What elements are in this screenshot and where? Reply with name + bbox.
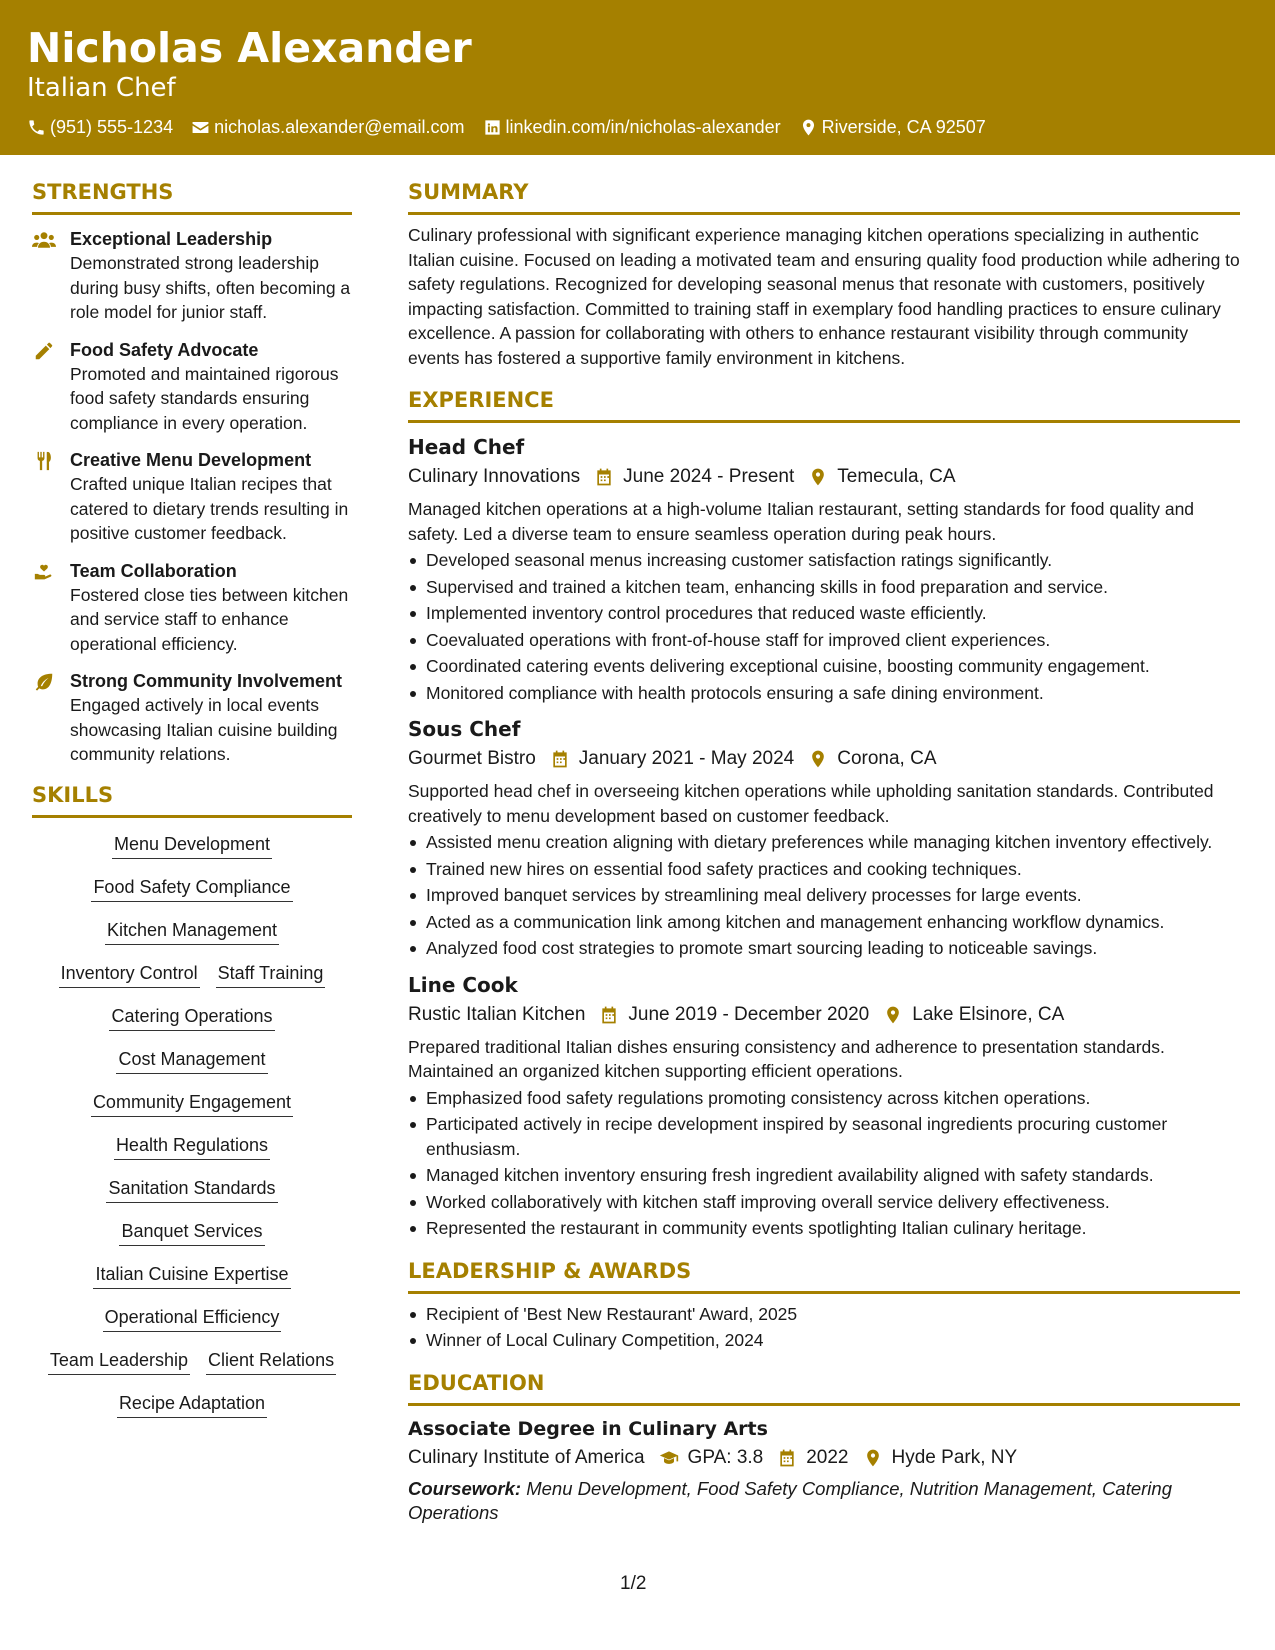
job-entry <box>408 433 1240 705</box>
contact-linkedin[interactable] <box>483 115 781 139</box>
skill-tag: Community Engagement <box>91 1090 293 1117</box>
experience-heading: EXPERIENCE <box>408 386 1240 423</box>
list-item: Managed kitchen inventory ensuring fresh ingredient availability aligned with safety standards. <box>408 1163 1240 1188</box>
list-item: Developed seasonal menus increasing customer satisfaction ratings significantly. <box>408 548 1240 573</box>
strength-item <box>32 559 352 657</box>
job-company: Culinary Innovations <box>408 466 581 487</box>
skill-tag: Banquet Services <box>119 1219 264 1246</box>
list-item: Assisted menu creation aligning with dietary preferences while managing kitchen inventory effectively. <box>408 830 1240 855</box>
contact-phone[interactable] <box>27 115 173 139</box>
summary-heading: SUMMARY <box>408 178 1240 215</box>
skill-tag: Catering Operations <box>109 1004 274 1031</box>
strength-item <box>32 669 352 767</box>
coursework-list: Menu Development, Food Safety Compliance, Nutrition Management, Catering Operations <box>408 1477 1172 1523</box>
job-description: Supported head chef in overseeing kitchen operations while upholding sanitation standards. Contributed creatively to menu development based on customer feedback. <box>408 781 1214 826</box>
strengths-heading: STRENGTHS <box>32 178 352 215</box>
strength-desc: Crafted unique Italian recipes that catered to dietary trends resulting in positive customer feedback. <box>70 474 349 543</box>
skill-tag: Food Safety Compliance <box>91 875 292 902</box>
awards-list <box>408 1302 1240 1353</box>
job-entry <box>408 715 1240 961</box>
skill-tag: Recipe Adaptation <box>117 1391 267 1418</box>
map-pin-icon <box>863 1448 883 1468</box>
list-item: Coordinated catering events delivering exceptional cuisine, boosting community engagement. <box>408 654 1240 679</box>
job-company: Gourmet Bistro <box>408 748 536 769</box>
skills-heading: SKILLS <box>32 781 352 818</box>
job-location: Corona, CA <box>837 748 937 769</box>
skill-tag: Kitchen Management <box>105 918 279 945</box>
strength-title: Team Collaboration <box>70 560 237 581</box>
education-heading: EDUCATION <box>408 1369 1240 1406</box>
skill-tag: Menu Development <box>112 832 272 859</box>
list-item: Participated actively in recipe development inspired by seasonal ingredients procuring customer enthusiasm. <box>408 1112 1240 1161</box>
list-item: Coevaluated operations with front-of-house staff for improved client experiences. <box>408 628 1240 653</box>
job-dates: January 2021 - May 2024 <box>578 748 795 769</box>
skill-tag: Team Leadership <box>48 1348 190 1375</box>
job-title: Head Chef <box>408 435 525 459</box>
strength-item <box>32 448 352 546</box>
pencil-icon <box>32 340 56 362</box>
map-pin-icon <box>883 1005 903 1025</box>
envelope-icon <box>191 118 210 137</box>
coursework <box>408 1477 1240 1525</box>
job-title: Sous Chef <box>408 717 521 741</box>
list-item: Winner of Local Culinary Competition, 2024 <box>408 1328 1240 1353</box>
contact-info <box>27 115 1248 139</box>
contact-location <box>799 115 986 139</box>
linkedin-text: linkedin.com/in/nicholas-alexander <box>505 117 781 137</box>
job-meta <box>408 744 1240 774</box>
job-location: Lake Elsinore, CA <box>912 1003 1065 1025</box>
phone-text: (951) 555-1234 <box>50 117 174 137</box>
strength-item <box>32 227 352 325</box>
job-company: Rustic Italian Kitchen <box>408 1003 586 1025</box>
education-meta <box>408 1443 1240 1473</box>
strength-title: Exceptional Leadership <box>70 229 273 249</box>
candidate-role: Italian Chef <box>27 73 176 103</box>
linkedin-icon <box>483 118 502 137</box>
gpa-text: GPA: 3.8 <box>687 1446 764 1468</box>
strength-item <box>32 338 352 436</box>
job-entry <box>408 971 1240 1241</box>
calendar-icon <box>550 749 570 769</box>
strengths-section <box>32 178 352 767</box>
calendar-icon <box>777 1448 797 1468</box>
degree-title: Associate Degree in Culinary Arts <box>408 1417 768 1440</box>
education-section <box>408 1369 1240 1525</box>
job-meta <box>408 462 1240 492</box>
job-bullets <box>408 1086 1240 1241</box>
experience-section <box>408 386 1240 1241</box>
job-dates: June 2024 - Present <box>623 466 795 487</box>
graduation-year: 2022 <box>806 1446 849 1468</box>
email-text: nicholas.alexander@email.com <box>214 117 465 137</box>
job-description: Managed kitchen operations at a high-volume Italian restaurant, setting standards for food quality and safety. Led a diverse team to ensure seamless operation during peak hours. <box>408 499 1195 544</box>
map-pin-icon <box>808 467 828 487</box>
leaf-icon <box>32 671 56 693</box>
map-pin-icon <box>808 749 828 769</box>
job-location: Temecula, CA <box>837 466 956 487</box>
map-pin-icon <box>799 118 818 137</box>
school-name: Culinary Institute of America <box>408 1446 645 1468</box>
strength-desc: Demonstrated strong leadership during busy shifts, often becoming a role model for junior staff. <box>70 253 351 322</box>
strength-title: Food Safety Advocate <box>70 339 259 360</box>
strength-desc: Engaged actively in local events showcasing Italian cuisine building community relations. <box>70 695 338 764</box>
list-item: Represented the restaurant in community events spotlighting Italian culinary heritage. <box>408 1216 1240 1241</box>
right-column <box>408 178 1240 1525</box>
list-item: Worked collaboratively with kitchen staff improving overall service delivery effectiveness. <box>408 1190 1240 1215</box>
job-dates: June 2019 - December 2020 <box>628 1003 870 1025</box>
location-text: Riverside, CA 92507 <box>821 117 986 137</box>
resume-header <box>0 0 1275 155</box>
list-item: Monitored compliance with health protocols ensuring a safe dining environment. <box>408 681 1240 706</box>
skill-tag: Health Regulations <box>114 1133 270 1160</box>
awards-heading: LEADERSHIP & AWARDS <box>408 1257 1240 1294</box>
job-bullets <box>408 548 1240 705</box>
utensils-icon <box>32 450 56 472</box>
coursework-label: Coursework: <box>408 1477 522 1499</box>
summary-text: Culinary professional with significant experience managing kitchen operations specializing in authentic Italian cuisine. Focused on leading a motivated team and ensuring quality food production while adhering to safety regulations. Recognized for developing seasonal menus that resonate with customers, positively impacting satisfaction. Committed to training staff in exemplary food handling practices to ensure culinary excellence. A passion for collaborating with others to enhance restaurant visibility through community events has fostered a supportive family environment in kitchens. <box>408 225 1240 368</box>
summary-section <box>408 178 1240 370</box>
phone-icon <box>27 118 46 137</box>
list-item: Acted as a communication link among kitchen and management enhancing workflow dynamics. <box>408 910 1240 935</box>
job-description: Prepared traditional Italian dishes ensuring consistency and adherence to presentation standards. Maintained an organized kitchen supporting efficient operations. <box>408 1036 1165 1081</box>
users-icon <box>32 229 56 251</box>
skill-tag: Sanitation Standards <box>106 1176 277 1203</box>
skills-section <box>32 781 352 1434</box>
list-item: Implemented inventory control procedures that reduced waste efficiently. <box>408 601 1240 626</box>
graduation-cap-icon <box>659 1448 679 1468</box>
job-title: Line Cook <box>408 972 518 997</box>
skills-list <box>32 832 352 1434</box>
hand-heart-icon <box>32 561 56 583</box>
contact-email[interactable] <box>191 115 464 139</box>
calendar-icon <box>594 467 614 487</box>
list-item: Improved banquet services by streamlining meal delivery processes for large events. <box>408 883 1240 908</box>
left-column <box>32 178 352 1434</box>
skill-tag: Inventory Control <box>59 961 200 988</box>
candidate-name: Nicholas Alexander <box>27 24 472 72</box>
awards-section <box>408 1257 1240 1353</box>
list-item: Analyzed food cost strategies to promote smart sourcing leading to noticeable savings. <box>408 936 1240 961</box>
skill-tag: Client Relations <box>206 1348 336 1375</box>
skill-tag: Operational Efficiency <box>103 1305 282 1332</box>
list-item: Trained new hires on essential food safety practices and cooking techniques. <box>408 857 1240 882</box>
skill-tag: Italian Cuisine Expertise <box>93 1262 290 1289</box>
list-item: Recipient of 'Best New Restaurant' Award, 2025 <box>408 1302 1240 1327</box>
strength-desc: Fostered close ties between kitchen and service staff to enhance operational efficiency. <box>70 584 349 654</box>
calendar-icon <box>599 1005 619 1025</box>
skill-tag: Cost Management <box>116 1047 267 1074</box>
page-number: 1/2 <box>620 1573 647 1594</box>
list-item: Supervised and trained a kitchen team, enhancing skills in food preparation and service. <box>408 575 1240 600</box>
job-bullets <box>408 830 1240 961</box>
strength-title: Strong Community Involvement <box>70 671 343 691</box>
job-meta <box>408 1000 1240 1030</box>
list-item: Emphasized food safety regulations promoting consistency across kitchen operations. <box>408 1086 1240 1111</box>
strength-title: Creative Menu Development <box>70 450 312 470</box>
school-location: Hyde Park, NY <box>891 1446 1018 1468</box>
skill-tag: Staff Training <box>216 961 326 988</box>
strength-desc: Promoted and maintained rigorous food safety standards ensuring compliance in every operation. <box>70 363 339 433</box>
